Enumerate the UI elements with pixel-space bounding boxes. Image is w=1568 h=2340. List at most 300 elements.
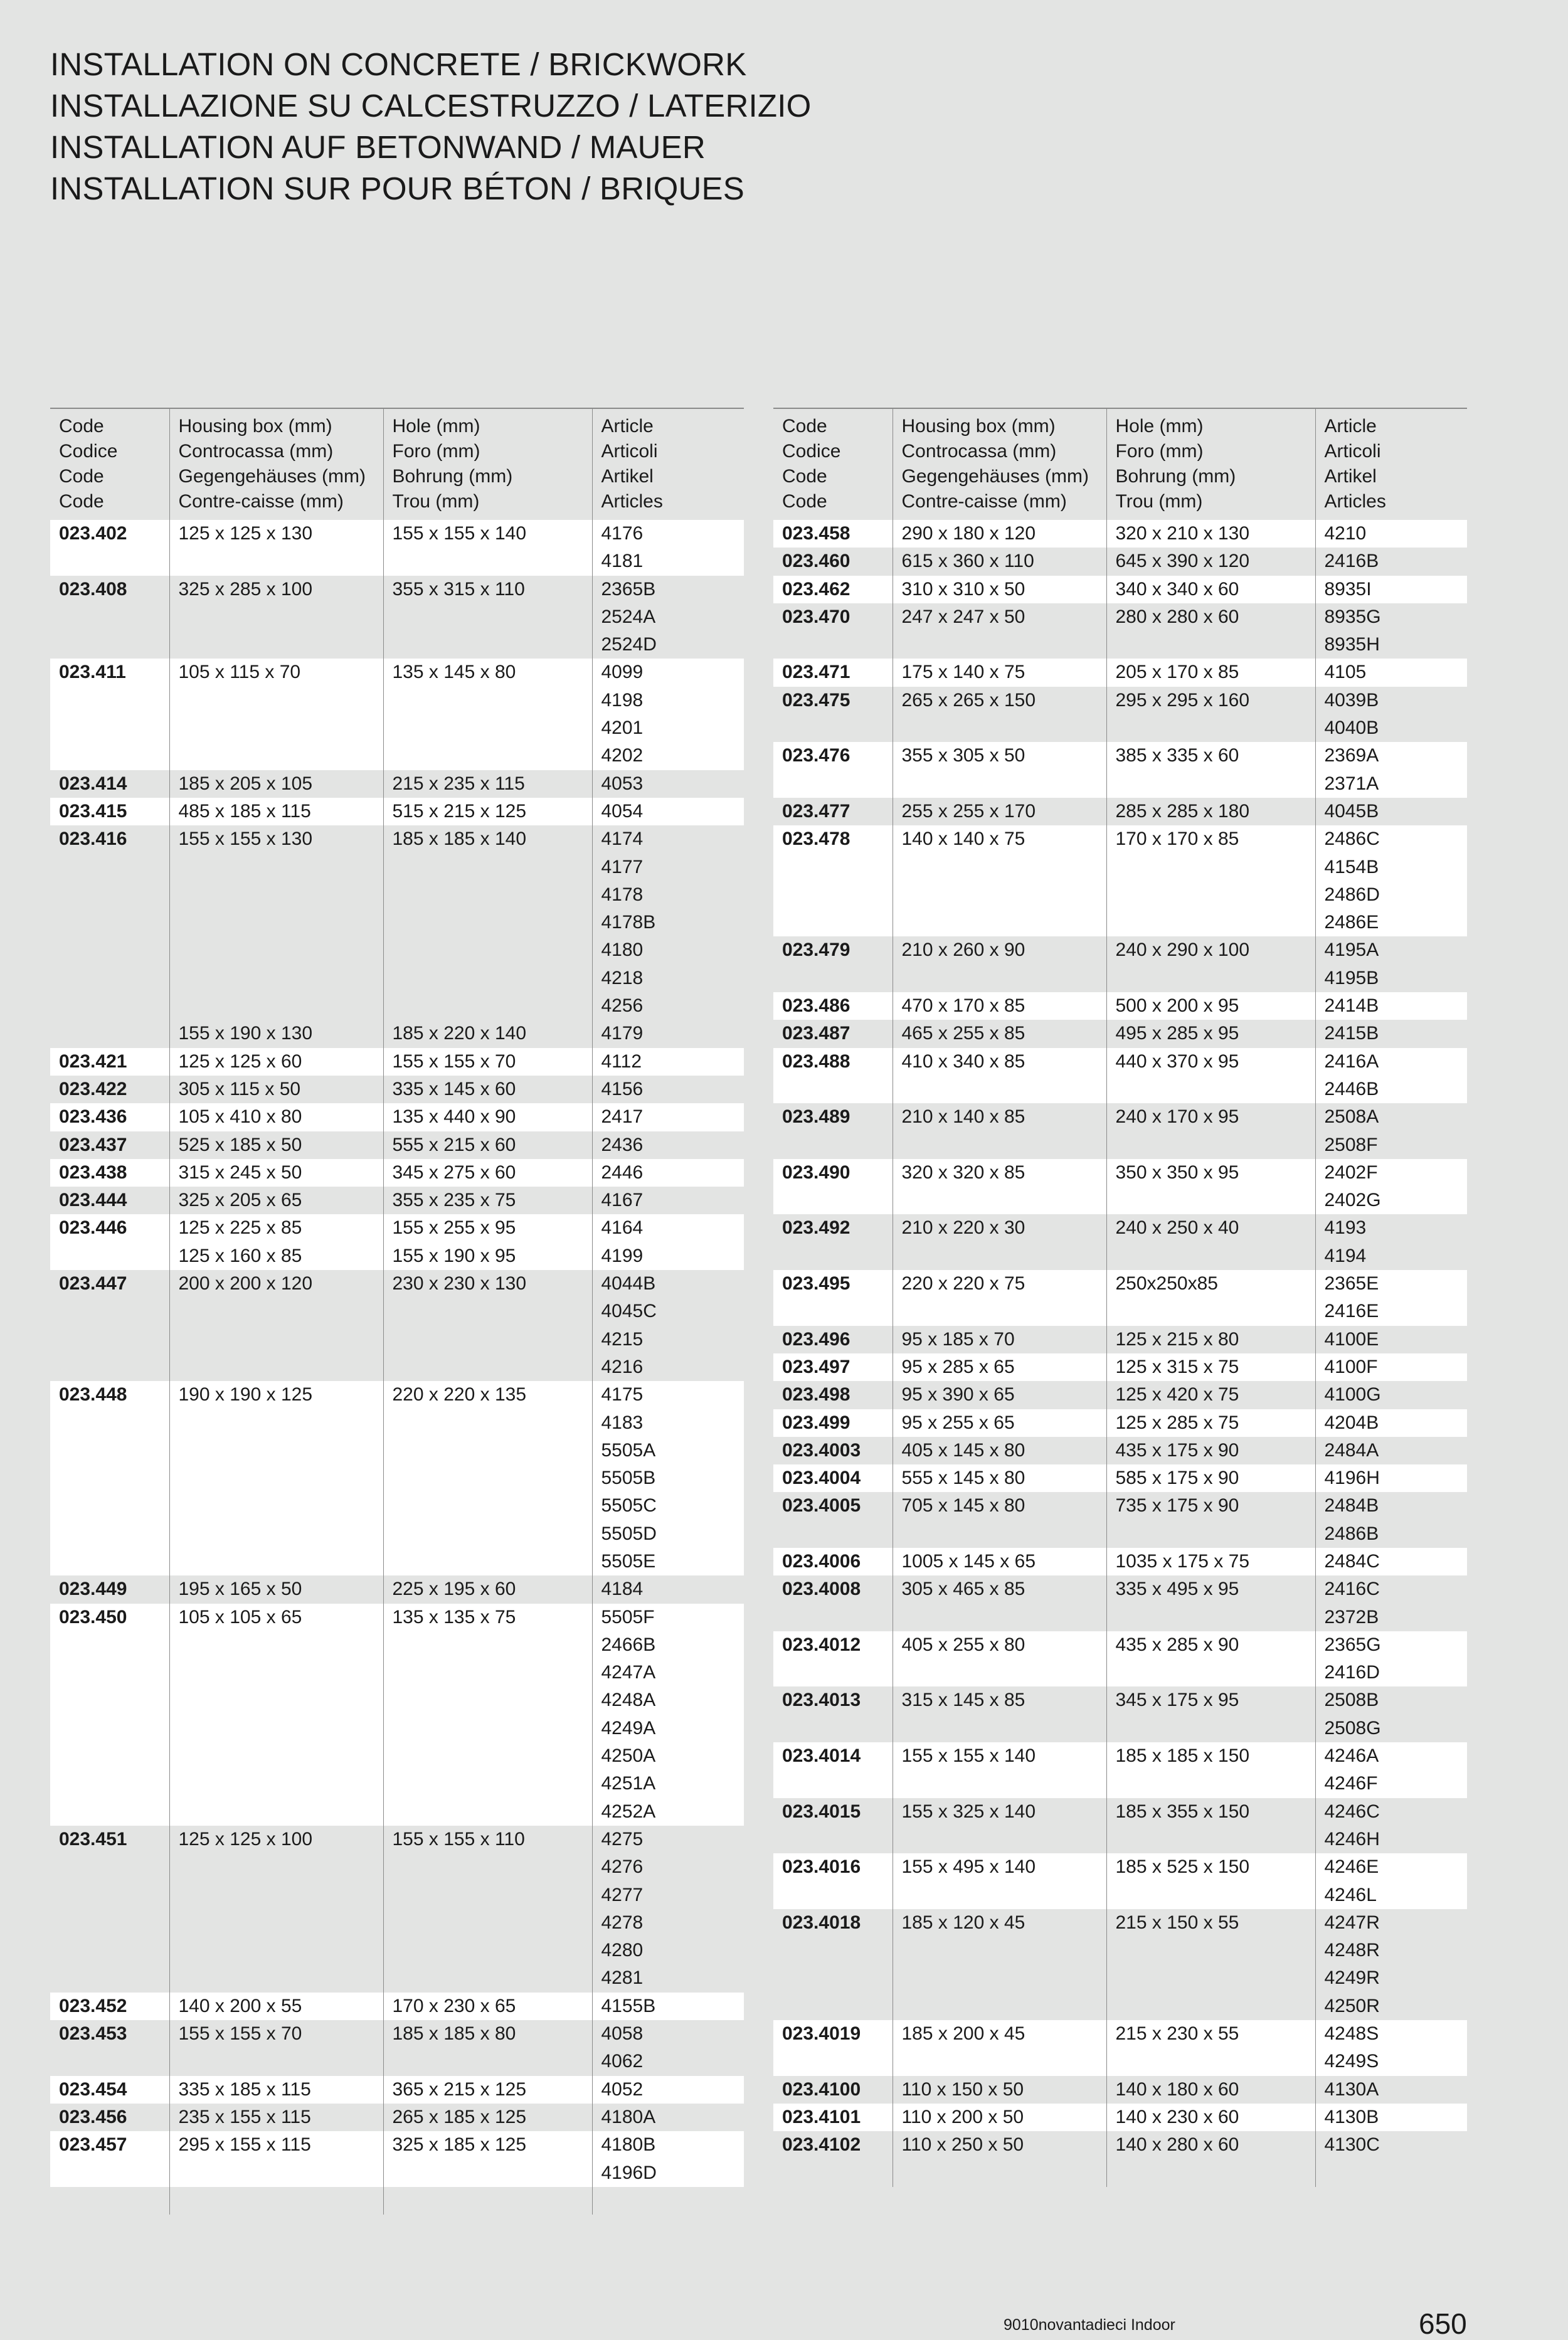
- cell-hole-line: 345 x 275 x 60: [392, 1162, 516, 1183]
- cell-article-line: 2414B: [1324, 995, 1379, 1017]
- cell-article-line: 2484A: [1324, 1439, 1379, 1461]
- cell-hole: [383, 1159, 592, 1187]
- cell-article-line: 4215: [601, 1328, 644, 1350]
- table-row: [50, 1826, 744, 1993]
- cell-article-line: 4183: [601, 1412, 644, 1433]
- cell-article: [1315, 992, 1467, 1020]
- cell-code: 023.496: [782, 1328, 850, 1350]
- cell-article-line: 4252A: [601, 1801, 656, 1822]
- cell-article-line: 2416D: [1324, 1662, 1380, 1683]
- cell-hole-line: 320 x 210 x 130: [1115, 523, 1250, 544]
- cell-code: 023.4013: [782, 1690, 861, 1711]
- cell-article: [1315, 1353, 1467, 1381]
- cell-housing-box: [893, 1575, 1106, 1631]
- cell-article-line: 4180B: [601, 2134, 656, 2156]
- cell-article-line: 4100F: [1324, 1356, 1378, 1377]
- cell-article: [1315, 1909, 1467, 2020]
- cell-housing-box: [893, 992, 1106, 1020]
- cell-code: 023.436: [50, 1103, 169, 1131]
- cell-housing-box-line: 125 x 125 x 100: [178, 1828, 313, 1850]
- cell-hole: [1106, 659, 1315, 686]
- cell-article-line: 8935I: [1324, 578, 1372, 600]
- cell-housing-box-line: [179, 909, 383, 936]
- cell-housing-box-line: 315 x 245 x 50: [178, 1162, 302, 1183]
- cell-housing-box: [169, 1826, 383, 1993]
- cell-hole-line: 555 x 215 x 60: [392, 1134, 516, 1155]
- table-row: [773, 576, 1467, 603]
- cell-hole-line: 735 x 175 x 90: [1115, 1495, 1239, 1517]
- cell-housing-box-line: 125 x 125 x 60: [178, 1051, 302, 1072]
- table-row: [50, 1381, 744, 1575]
- cell-hole-line: 350 x 350 x 95: [1115, 1162, 1239, 1183]
- cell-housing-box-line: 485 x 185 x 115: [178, 800, 311, 822]
- cell-hole: [1106, 1464, 1315, 1492]
- cell-hole-line: 440 x 370 x 95: [1115, 1051, 1239, 1072]
- cell-article-line: 4201: [601, 717, 644, 739]
- cell-code: 023.470: [782, 606, 850, 627]
- cell-article-line: 4246E: [1324, 1856, 1379, 1878]
- cell-code: 023.4101: [773, 2104, 893, 2131]
- cell-article: [1315, 1798, 1467, 1854]
- cell-code: 023.4005: [782, 1495, 861, 1517]
- title-german: INSTALLATION AUF BETONWAND / MAUER: [50, 129, 706, 165]
- cell-code: 023.456: [59, 2106, 127, 2127]
- cell-housing-box-line: 185 x 205 x 105: [178, 773, 313, 794]
- table-row: [773, 1381, 1467, 1409]
- cell-hole: [1106, 1353, 1315, 1381]
- cell-housing-box: [893, 1492, 1106, 1548]
- cell-article: [1315, 520, 1467, 548]
- cell-hole-line: 125 x 215 x 80: [1115, 1328, 1239, 1350]
- table-header-row: [773, 408, 1467, 520]
- cell-code: 023.457: [50, 2131, 169, 2187]
- cell-code: 023.498: [782, 1384, 850, 1406]
- cell-article-line: 4256: [601, 995, 644, 1017]
- cell-code: 023.486: [773, 992, 893, 1020]
- cell-hole-line: 585 x 175 x 90: [1115, 1468, 1239, 1489]
- cell-housing-box: [893, 1631, 1106, 1687]
- cell-housing-box: [169, 2020, 383, 2076]
- cell-housing-box-line: 185 x 120 x 45: [901, 1912, 1025, 1933]
- cell-article-line: 5505D: [601, 1523, 657, 1544]
- cell-housing-box: [893, 1020, 1106, 1047]
- table-body-right: [773, 520, 1467, 2187]
- cell-code: 023.487: [782, 1023, 850, 1044]
- cell-hole-line: 500 x 200 x 95: [1115, 995, 1239, 1017]
- cell-hole: [383, 1826, 592, 1993]
- cell-housing-box: [893, 1437, 1106, 1464]
- cell-housing-box-line: 295 x 155 x 115: [178, 2134, 311, 2156]
- cell-hole-line: 125 x 315 x 75: [1115, 1356, 1239, 1377]
- cell-housing-box-line: 220 x 220 x 75: [901, 1273, 1025, 1294]
- cell-article-line: 4040B: [1324, 717, 1379, 739]
- cell-article-line: 2402G: [1324, 1190, 1381, 1211]
- cell-article: [592, 1076, 744, 1103]
- cell-hole-line: 155 x 255 x 95: [392, 1217, 516, 1239]
- cell-housing-box: [169, 1103, 383, 1131]
- cell-article: [1315, 687, 1467, 743]
- table-row: [50, 1159, 744, 1187]
- table-row: [773, 936, 1467, 992]
- cell-hole-line: 215 x 230 x 55: [1115, 2023, 1239, 2045]
- cell-housing-box: [169, 1048, 383, 1076]
- table-row: [773, 1464, 1467, 1492]
- cell-article-line: 2508G: [1324, 1717, 1381, 1739]
- cell-housing-box-line: 105 x 105 x 65: [178, 1606, 302, 1628]
- cell-housing-box-line: 305 x 465 x 85: [901, 1579, 1025, 1600]
- cell-hole: [383, 1575, 592, 1603]
- cell-article-line: 4184: [601, 1579, 644, 1600]
- cell-article-line: 4178: [601, 884, 644, 905]
- cell-housing-box-line: 210 x 140 x 85: [901, 1106, 1025, 1128]
- cell-hole: [1106, 548, 1315, 575]
- cell-article-line: 5505B: [601, 1468, 656, 1489]
- cell-code: 023.4016: [773, 1853, 893, 1909]
- header-code: Code Codice Code Code: [773, 408, 893, 520]
- cell-hole-line: 240 x 170 x 95: [1115, 1106, 1239, 1128]
- cell-housing-box-line: 175 x 140 x 75: [901, 662, 1025, 683]
- cell-article-line: 4216: [601, 1356, 644, 1377]
- cell-article-line: 2365G: [1324, 1634, 1381, 1655]
- cell-hole: [383, 2131, 592, 2187]
- cell-article: [1315, 659, 1467, 686]
- cell-article-line: 5505C: [601, 1495, 657, 1517]
- cell-article: [1315, 1742, 1467, 1798]
- cell-article: [1315, 1409, 1467, 1437]
- cell-code: 023.411: [50, 659, 169, 770]
- cell-housing-box-line: 105 x 410 x 80: [178, 1106, 302, 1128]
- table-row: [773, 1159, 1467, 1215]
- table-filler-row: [773, 2159, 1467, 2187]
- cell-hole: [1106, 1159, 1315, 1215]
- cell-housing-box: [169, 1381, 383, 1575]
- cell-housing-box-line: 310 x 310 x 50: [901, 578, 1025, 600]
- cell-article: [1315, 1326, 1467, 1353]
- cell-code: 023.458: [773, 520, 893, 548]
- cell-hole-line: 230 x 230 x 130: [392, 1273, 527, 1294]
- cell-code: 023.489: [782, 1106, 850, 1128]
- cell-hole-line: [393, 965, 592, 992]
- cell-hole: [1106, 576, 1315, 603]
- cell-article-line: 2402F: [1324, 1162, 1378, 1183]
- cell-code: 023.4100: [782, 2078, 861, 2100]
- cell-article: [592, 1048, 744, 1076]
- cell-hole-line: 240 x 250 x 40: [1115, 1217, 1239, 1239]
- cell-code: 023.437: [59, 1134, 127, 1155]
- table-row: [773, 2131, 1467, 2159]
- cell-code: 023.471: [773, 659, 893, 686]
- cell-housing-box: [893, 603, 1106, 659]
- cell-article-line: 4246F: [1324, 1773, 1378, 1794]
- cell-article-line: 4249R: [1324, 1967, 1380, 1989]
- cell-hole-line: 140 x 180 x 60: [1115, 2078, 1239, 2100]
- cell-article-line: 4246H: [1324, 1828, 1380, 1850]
- cell-housing-box: [169, 2131, 383, 2187]
- cell-housing-box-line: 465 x 255 x 85: [901, 1023, 1025, 1044]
- cell-housing-box-line: 235 x 155 x 115: [178, 2106, 311, 2127]
- cell-code: 023.450: [50, 1604, 169, 1826]
- cell-housing-box-line: 125 x 125 x 130: [178, 523, 313, 544]
- table-row: [773, 1270, 1467, 1326]
- cell-hole: [1106, 1381, 1315, 1409]
- cell-article: [592, 1575, 744, 1603]
- cell-article-line: 5505A: [601, 1439, 656, 1461]
- cell-housing-box: [169, 1076, 383, 1103]
- cell-code: 023.4004: [773, 1464, 893, 1492]
- cell-housing-box-line: 185 x 200 x 45: [901, 2023, 1025, 2045]
- cell-housing-box: [893, 1326, 1106, 1353]
- cell-article-line: 2372B: [1324, 1606, 1379, 1628]
- cell-article-line: 4180: [601, 940, 644, 961]
- cell-article: [592, 1187, 744, 1214]
- cell-code: 023.475: [782, 689, 850, 711]
- cell-hole: [383, 1604, 592, 1826]
- cell-article-line: 4210: [1324, 523, 1367, 544]
- cell-article-line: 4062: [601, 2051, 644, 2072]
- cell-hole: [383, 576, 592, 659]
- cell-article-line: 4100E: [1324, 1328, 1379, 1350]
- cell-article: [1315, 2104, 1467, 2131]
- cell-article: [1315, 1548, 1467, 1575]
- cell-article: [1315, 1575, 1467, 1631]
- cell-hole-line: 295 x 295 x 160: [1115, 689, 1250, 711]
- cell-housing-box-line: 95 x 390 x 65: [901, 1384, 1015, 1406]
- cell-housing-box-line: [179, 965, 383, 992]
- table-row: [773, 603, 1467, 659]
- table-row: [773, 1353, 1467, 1381]
- cell-article-line: 4248S: [1324, 2023, 1379, 2045]
- cell-housing-box: [893, 1742, 1106, 1798]
- cell-article: [1315, 1853, 1467, 1909]
- cell-article-line: 4278: [601, 1912, 644, 1933]
- table-row: [50, 576, 744, 659]
- product-table-left: [50, 408, 744, 2215]
- cell-hole-line: 125 x 285 x 75: [1115, 1412, 1239, 1433]
- cell-article-line: 2508F: [1324, 1134, 1378, 1155]
- table-row: [50, 770, 744, 798]
- page-number: 650: [1419, 2307, 1467, 2340]
- cell-housing-box-line: 155 x 155 x 70: [178, 2023, 302, 2045]
- cell-housing-box-line: 200 x 200 x 120: [178, 1273, 313, 1294]
- cell-article-line: 4045C: [601, 1301, 657, 1322]
- cell-housing-box-line: 705 x 145 x 80: [901, 1495, 1025, 1517]
- table-body-left: [50, 520, 744, 2215]
- cell-article: [1315, 1103, 1467, 1159]
- cell-hole-line: 205 x 170 x 85: [1115, 662, 1239, 683]
- title-english: INSTALLATION ON CONCRETE / BRICKWORK: [50, 46, 747, 82]
- cell-housing-box-line: 555 x 145 x 80: [901, 1468, 1025, 1489]
- cell-housing-box-line: 95 x 185 x 70: [901, 1328, 1015, 1350]
- cell-article-line: 4175: [601, 1384, 644, 1406]
- cell-hole-line: [393, 909, 592, 936]
- cell-hole-line: 215 x 235 x 115: [392, 773, 525, 794]
- cell-article: [592, 2104, 744, 2131]
- table-row: [773, 2076, 1467, 2104]
- table-row: [773, 992, 1467, 1020]
- cell-housing-box-line: 210 x 260 x 90: [901, 940, 1025, 961]
- cell-hole-line: 240 x 290 x 100: [1115, 940, 1250, 961]
- cell-hole: [383, 798, 592, 825]
- cell-article-line: 4181: [601, 551, 644, 572]
- table-row: [773, 1103, 1467, 1159]
- cell-article: [592, 1131, 744, 1159]
- cell-housing-box-line: 615 x 360 x 110: [901, 551, 1034, 572]
- cell-housing-box-line: 525 x 185 x 50: [178, 1134, 302, 1155]
- cell-article: [1315, 1270, 1467, 1326]
- cell-housing-box: [893, 1270, 1106, 1326]
- cell-hole: [1106, 1909, 1315, 2020]
- cell-hole: [1106, 1270, 1315, 1326]
- cell-hole: [383, 520, 592, 576]
- cell-code: 023.4014: [773, 1742, 893, 1798]
- cell-housing-box-line: 105 x 115 x 70: [178, 662, 301, 683]
- cell-housing-box-line: 1005 x 145 x 65: [901, 1550, 1036, 1572]
- cell-article-line: 4248R: [1324, 1940, 1380, 1961]
- cell-hole: [383, 659, 592, 770]
- cell-article-line: 4250R: [1324, 1995, 1380, 2016]
- cell-article: [592, 659, 744, 770]
- cell-hole-line: [393, 992, 592, 1020]
- cell-housing-box: [169, 2076, 383, 2104]
- table-row: [773, 1909, 1467, 2020]
- cell-hole: [1106, 2020, 1315, 2076]
- cell-code: 023.408: [59, 578, 127, 600]
- cell-hole-line: 335 x 145 x 60: [392, 1078, 516, 1099]
- cell-hole-line: 1035 x 175 x 75: [1115, 1550, 1250, 1572]
- cell-housing-box-line: [179, 881, 383, 909]
- cell-housing-box: [893, 825, 1106, 936]
- cell-housing-box-line: 265 x 265 x 150: [901, 689, 1036, 711]
- cell-article-line: 4249S: [1324, 2051, 1379, 2072]
- cell-article-line: 4246L: [1324, 1884, 1377, 1905]
- cell-article: [1315, 1437, 1467, 1464]
- cell-article-line: 2484C: [1324, 1550, 1380, 1572]
- cell-article: [1315, 2020, 1467, 2076]
- cell-hole-line: 140 x 280 x 60: [1115, 2134, 1239, 2156]
- cell-article-line: 4196H: [1324, 1468, 1380, 1489]
- cell-article-line: 4177: [601, 856, 644, 877]
- cell-hole: [1106, 1575, 1315, 1631]
- cell-housing-box-line: 290 x 180 x 120: [901, 523, 1036, 544]
- cell-hole: [1106, 992, 1315, 1020]
- cell-article-line: 4249A: [601, 1717, 656, 1739]
- cell-article: [1315, 798, 1467, 825]
- cell-article: [1315, 1159, 1467, 1215]
- cell-housing-box-line: 325 x 205 x 65: [178, 1190, 302, 1211]
- cell-housing-box: [893, 1686, 1106, 1742]
- cell-article-line: 4130C: [1324, 2134, 1380, 2156]
- cell-housing-box-line: 155 x 190 x 130: [178, 1023, 313, 1044]
- cell-housing-box: [169, 1214, 383, 1270]
- cell-code: 023.448: [50, 1381, 169, 1575]
- cell-housing-box-line: 255 x 255 x 170: [901, 800, 1036, 822]
- cell-hole: [383, 825, 592, 1047]
- table-row: [50, 1187, 744, 1214]
- cell-housing-box-line: 320 x 320 x 85: [901, 1162, 1025, 1183]
- cell-housing-box-line: 140 x 140 x 75: [901, 829, 1025, 850]
- cell-hole: [1106, 1048, 1315, 1104]
- filler-cell: [592, 2187, 744, 2215]
- cell-housing-box-line: 410 x 340 x 85: [901, 1051, 1025, 1072]
- cell-code: 023.495: [773, 1270, 893, 1326]
- cell-hole-line: 265 x 185 x 125: [392, 2106, 527, 2127]
- cell-housing-box: [169, 1993, 383, 2020]
- cell-article-line: 4164: [601, 1217, 644, 1239]
- cell-article: [1315, 825, 1467, 936]
- cell-code: 023.415: [50, 798, 169, 825]
- cell-article-line: 2365B: [601, 578, 656, 600]
- cell-hole: [1106, 2104, 1315, 2131]
- cell-hole: [383, 1381, 592, 1575]
- cell-hole-line: [393, 881, 592, 909]
- table-row: [773, 1020, 1467, 1047]
- cell-code: 023.444: [59, 1190, 127, 1211]
- cell-housing-box: [169, 576, 383, 659]
- cell-article-line: 2369A: [1324, 745, 1379, 766]
- cell-article-line: 4112: [601, 1051, 642, 1072]
- cell-hole: [383, 2104, 592, 2131]
- cell-article-line: 8935G: [1324, 606, 1381, 627]
- cell-article-line: 4275: [601, 1828, 644, 1850]
- cell-article: [592, 1826, 744, 1993]
- cell-article: [1315, 1020, 1467, 1047]
- table-row: [773, 1686, 1467, 1742]
- table-row: [50, 1575, 744, 1603]
- cell-article-line: 4130A: [1324, 2078, 1379, 2100]
- cell-housing-box-line: [179, 992, 383, 1020]
- cell-hole-line: 185 x 355 x 150: [1115, 1801, 1250, 1822]
- cell-code: 023.422: [59, 1078, 127, 1099]
- cell-article: [1315, 576, 1467, 603]
- cell-code: 023.438: [50, 1159, 169, 1187]
- cell-article-line: 2486B: [1324, 1523, 1379, 1544]
- cell-hole-line: 250x250x85: [1115, 1273, 1218, 1294]
- cell-hole-line: 135 x 440 x 90: [392, 1106, 516, 1128]
- cell-hole: [1106, 1409, 1315, 1437]
- cell-hole-line: 280 x 280 x 60: [1115, 606, 1239, 627]
- cell-article-line: 4204B: [1324, 1412, 1379, 1433]
- cell-article-line: 2416A: [1324, 1051, 1379, 1072]
- cell-code: 023.453: [59, 2023, 127, 2045]
- cell-article-line: 2486C: [1324, 829, 1380, 850]
- cell-housing-box-line: 95 x 255 x 65: [901, 1412, 1015, 1433]
- cell-article: [1315, 1464, 1467, 1492]
- cell-article-line: 4193: [1324, 1217, 1367, 1239]
- cell-article-line: 4099: [601, 662, 644, 683]
- cell-article-line: 4155B: [601, 1995, 656, 2016]
- cell-article: [1315, 2076, 1467, 2104]
- cell-code: 023.488: [773, 1048, 893, 1104]
- cell-hole: [383, 770, 592, 798]
- cell-article: [1315, 742, 1467, 798]
- filler-cell: [1315, 2159, 1467, 2187]
- cell-code: 023.490: [773, 1159, 893, 1215]
- table-row: [773, 1742, 1467, 1798]
- cell-code: 023.452: [50, 1993, 169, 2020]
- cell-hole: [1106, 520, 1315, 548]
- product-table-right: [773, 408, 1467, 2187]
- cell-code: 023.4003: [782, 1439, 861, 1461]
- cell-article-line: 2436: [601, 1134, 644, 1155]
- cell-housing-box: [893, 1853, 1106, 1909]
- cell-article: [592, 1604, 744, 1826]
- cell-housing-box: [893, 798, 1106, 825]
- cell-hole: [383, 1187, 592, 1214]
- header-housing-box: Housing box (mm) Controcassa (mm) Gegengehäuses (mm) Contre-caisse (mm): [169, 408, 383, 520]
- table-row: [773, 2104, 1467, 2131]
- cell-code: 023.414: [59, 773, 127, 794]
- cell-article-line: 4248A: [601, 1690, 656, 1711]
